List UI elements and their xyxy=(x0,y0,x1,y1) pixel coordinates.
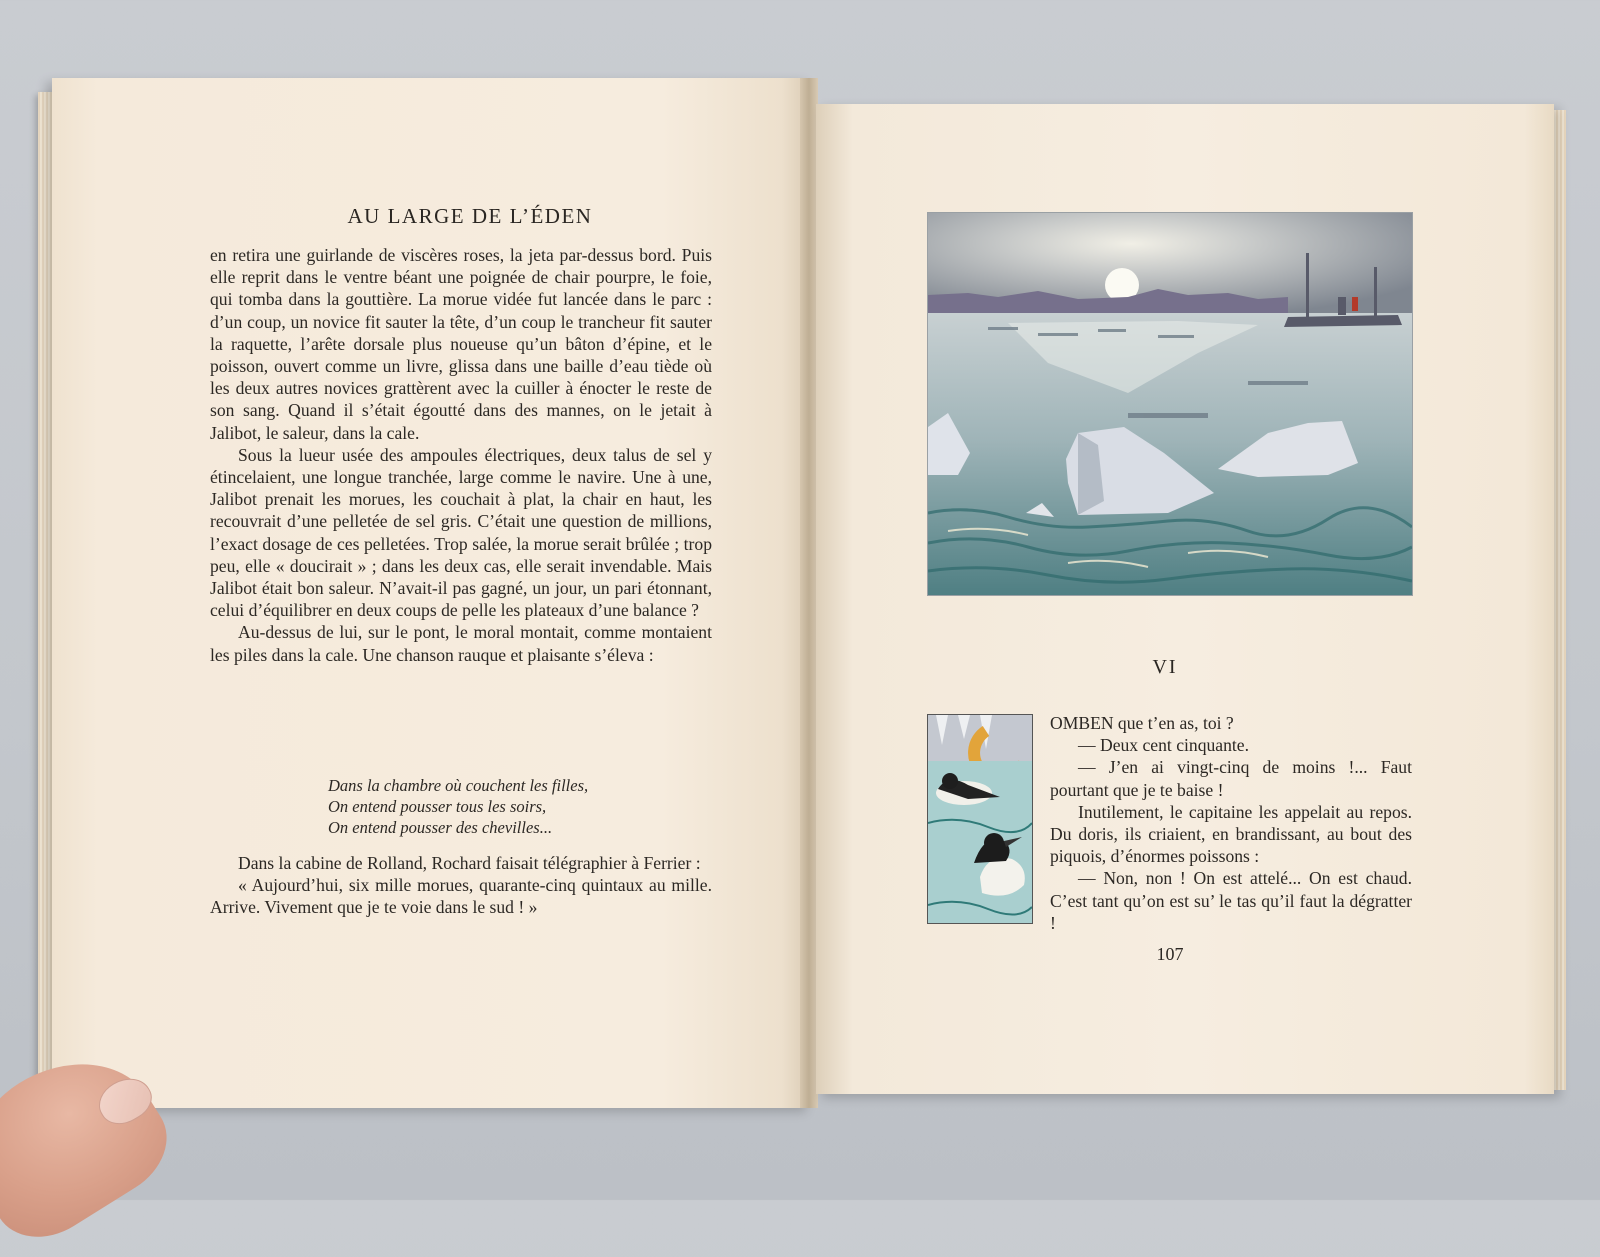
left-body-text xyxy=(210,244,712,666)
left-paragraph-3: Au-dessus de lui, sur le pont, le moral montait, comme montaient les piles dans la cale. Une chanson rauque et plaisante s’éleva : xyxy=(210,622,712,665)
verse-line: On entend pousser des chevilles... xyxy=(328,818,553,837)
left-paragraph-4: Dans la cabine de Rolland, Rochard faisait télégraphier à Ferrier : xyxy=(238,853,701,873)
page-number: 107 xyxy=(1156,944,1184,964)
verse-line: On entend pousser tous les soirs, xyxy=(328,797,547,816)
left-closing-text xyxy=(210,852,712,919)
running-head: AU LARGE DE L’ÉDEN xyxy=(347,204,593,228)
right-paragraph-3: — J’en ai vingt-cinq de moins !... Faut pourtant que je te baise ! xyxy=(1050,757,1412,800)
right-paragraph-2: — Deux cent cinquante. xyxy=(1078,735,1249,756)
chapter-number: VI xyxy=(1152,656,1178,678)
illustration-svg xyxy=(928,213,1412,595)
right-paragraph-1: OMBEN que t’en as, toi ? xyxy=(1050,713,1234,733)
left-paragraph-1: en retira une guirlande de viscères roses, la jeta par-dessus bord. Puis elle reprit dans le ventre béant une poignée de chair pourpre, le foie, qui tomba dans la gouttière. La morue vidée fut lancée dans le parc : d’un coup, un novice fit sauter la tête, d’un coup le trancheur fit sauter la raquette, l’arête dorsale plus noueuse qu’un bâton d’épine, et le poisson, ouvert comme un livre, glissa dans une baille d’eau tiède où les deux autres novices grattèrent avec la cuiller à énocter le reste de son sang. Quand il s’était égoutté dans des mannes, on le jetait à Jalibot, le saleur, dans la cale. xyxy=(210,245,712,443)
left-paragraph-2: Sous la lueur usée des ampoules électriques, deux talus de sel y étincelaient, une longue tranchée, large comme le navire. Une à une, Jalibot prenait les morues, les couchait à plat, la chair en haut, les recouvrait d’une pelletée de sel gris. C’était une question de millions, l’exact dosage de ces pelletées. Trop salée, la morue serait brûlée ; trop peu, elle « doucirait » ; dans les deux cas, elle serait invendable. Mais Jalibot était bon saleur. N’avait-il pas gagné, un jour, un pari étonnant, celui d’équilibrer en deux coups de pelle les plateaux d’une balance ? xyxy=(210,444,712,621)
dropcap-birds-svg xyxy=(928,715,1032,923)
right-paragraph-4: Inutilement, le capitaine les appelait au repos. Du doris, ils criaient, en brandissant, au bout des piquois, d’énormes poissons : xyxy=(1050,801,1412,867)
right-paragraph-5: — Non, non ! On est attelé... On est chaud. C’est tant qu’on est su’ le tas qu’il faut la dégratter ! xyxy=(1050,868,1412,933)
left-paragraph-5: « Aujourd’hui, six mille morues, quarante-cinq quintaux au mille. Arrive. Vivement que je te voie dans le sud ! » xyxy=(210,875,712,918)
right-body-text xyxy=(1050,712,1412,934)
dropcap-illustration xyxy=(927,714,1033,924)
verse-line: Dans la chambre où couchent les filles, xyxy=(328,776,589,795)
arctic-sea-illustration xyxy=(927,212,1413,596)
song-verse xyxy=(328,775,588,838)
